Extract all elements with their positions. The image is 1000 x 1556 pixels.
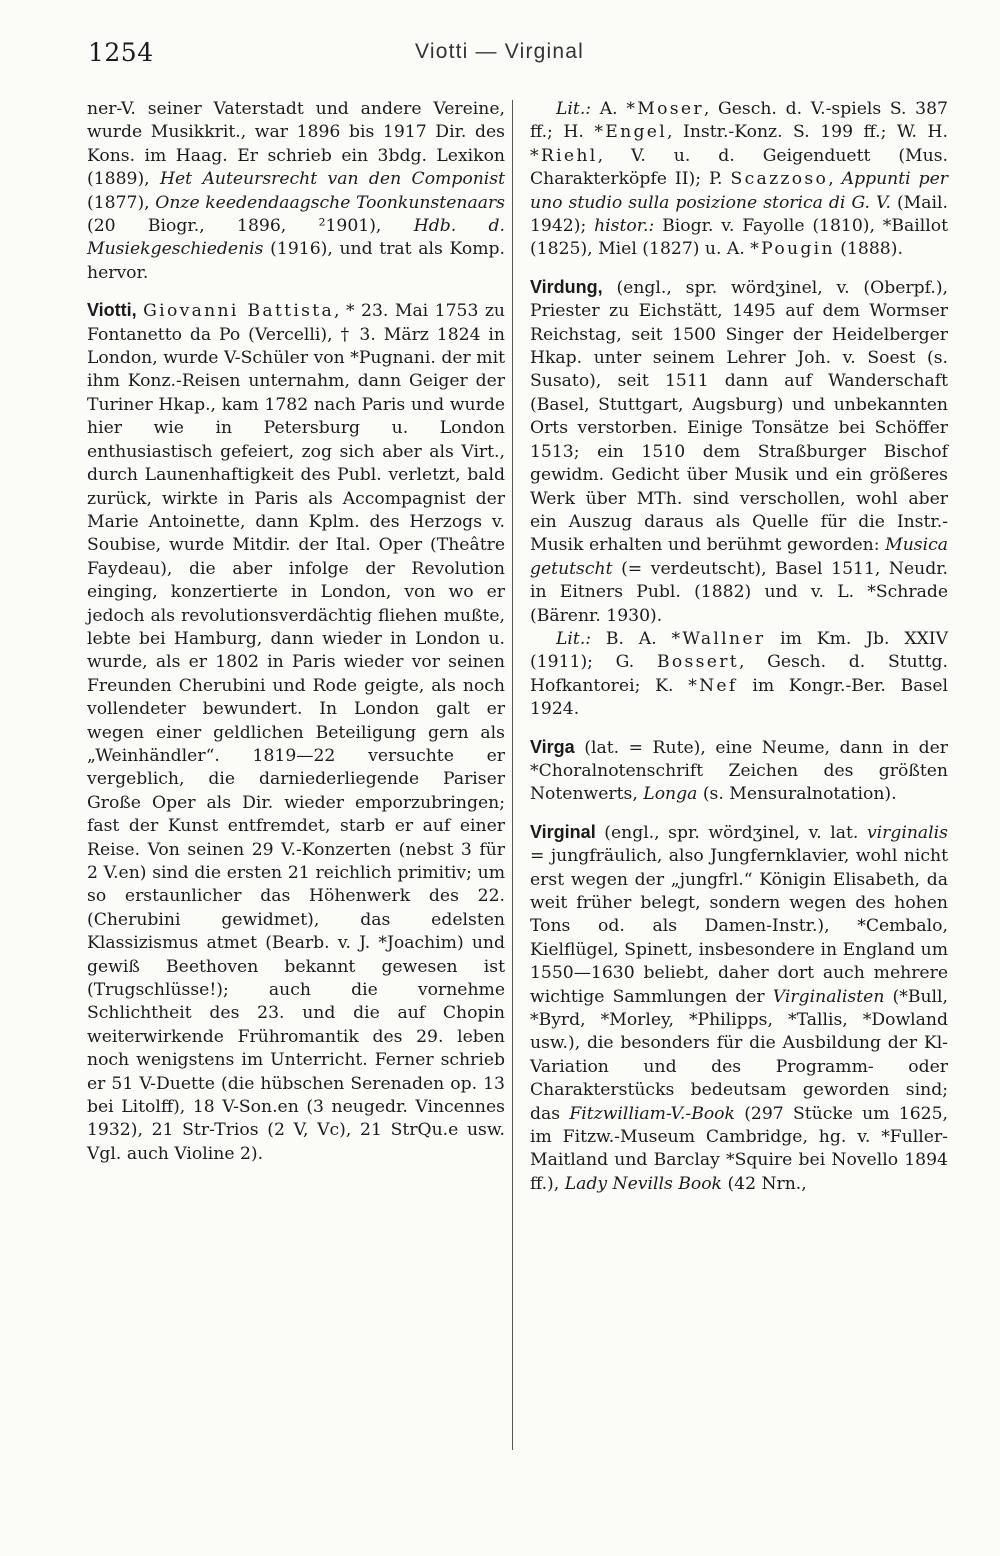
right-column: [530, 98, 948, 1196]
entry-virdung: Virdung, (engl., spr. wördʒinel, v. (Oberpf.), Priester zu Eichstätt, 1495 auf dem Wormser Reichstag, seit 1500 Singer der Heidelberger Hkap. unter seinem Lehrer Joh. v. Soest (s. Susato), seit 1511 dann auf Wanderschaft (Basel, Stuttgart, Augsburg) und unbekannten Orts verstorben. Einige Tonsätze bei Schöffer 1513; ein 1510 dem Straßburger Bischof gewidm. Gedicht über Musik und ein größeres Werk über MTh. sind verschollen, wohl aber ein Auszug daraus als Quelle für die Instr.-Musik erhalten und berühmt geworden: Musica getutscht (= verdeutscht), Basel 1511, Neudr. in Eitners Publ. (1882) und v. L. *Schrade (Bärenr. 1930).: [530, 276, 948, 626]
entry-person-name: Giovanni Battista: [143, 301, 335, 322]
left-column: [87, 98, 505, 1166]
column-divider: [512, 100, 513, 1450]
entry-headword: Viotti,: [87, 300, 137, 321]
entry-virga: Virga (lat. = Rute), eine Neume, dann in der *Choralnotenschrift Zeichen des größten Notenwerts, Longa (s. Mensuralnotation).: [530, 736, 948, 805]
entry-virginal: Virginal (engl., spr. wördʒinel, v. lat. virginalis = jungfräulich, also Jungfernklavier, wohl nicht erst wegen der „jungfrl.“ Königin Elisabeth, da weit früher belegt, sondern wegen des hohen Tons od. als Damen-Instr.), *Cembalo, Kielflügel, Spinett, insbesondere in England um 1550—1630 beliebt, daher dort auch mehrere wichtige Sammlungen der Virginalisten (*Bull, *Byrd, *Morley, *Philipps, *Tallis, *Dowland usw.), die besonders für die Ausbildung der Kl-Variation und des Programm- oder Charakterstücks bedeutsam geworden sind; das Fitzwilliam-V.-Book (297 Stücke um 1625, im Fitzw.-Museum Cambridge, hg. v. *Fuller-Maitland und Barclay *Squire bei Novello 1894 ff.), Lady Nevills Book (42 Nrn.,: [530, 821, 949, 1194]
entry-headword: Virginal: [530, 821, 596, 842]
literature-viotti: Lit.: A. *Moser, Gesch. d. V.-spiels S. 387 ff.; H. *Engel, Instr.-Konz. S. 199 ff.; W. H. *Riehl, V. u. d. Geigenduett (Mus. Charakterköpfe II); P. Scazzoso, Appunti per uno studio sulla posizione storica di G. V. (Mail. 1942); histor.: Biogr. v. Fayolle (1810), *Baillot (1825), Miel (1827) u. A. *Pougin (1888).: [530, 99, 949, 260]
running-head: Viotti — Virginal: [415, 40, 585, 63]
entry-headword: Virdung,: [530, 276, 603, 297]
page-number: 1254: [88, 38, 154, 67]
entry-viotti: Viotti, Giovanni Battista, * 23. Mai 1753 zu Fontanetto da Po (Vercelli), † 3. März 1824 in London, wurde V-Schüler von *Pugnani. der mit ihm Konz.-Reisen unternahm, dann Geiger der Turiner Hkap., kam 1782 nach Paris und wurde hier wie in Petersburg u. London enthusiastisch gefeiert, zog sich aber als Virt., durch Launenhaftigkeit des Publ. verletzt, bald zurück, wirkte in Paris als Accompagnist der Marie Antoinette, dann Kplm. des Herzogs v. Soubise, wurde Mitdir. der Ital. Oper (Theâtre Faydeau), die aber infolge der Revolution einging, konzertierte in London, von wo er jedoch als revolutionsverdächtig fliehen mußte, lebte bei Hamburg, dann wieder in London u. wurde, als er 1802 in Paris wieder vor seinen Freunden Cherubini und Rode geigte, als noch vollendeter bewundert. In London galt er wegen einer geldlichen Beteiligung gern als „Weinhändler“. 1819—22 versuchte er vergeblich, die darniederliegende Pariser Große Oper als Dir. wieder emporzubringen; fast der Kunst entfremdet, starb er auf einer Reise. Von seinen 29 V.-Konzerten (nebst 3 für 2 V.en) sind die ersten 21 reichlich primitiv; um so erstaunlicher das Höhenwerk des 22. (Cherubini gewidmet), das edelsten Klassizismus atmet (Bearb. v. J. *Joachim) und gewiß Beethoven bekannt gewesen ist (Trugschlüsse!); auch die vornehme Schlichtheit des 23. und die auf Chopin weiterwirkende Frühromantik des 29. leben noch wenigstens im Unterricht. Ferner schrieb er 51 V-Duette (die hübschen Serenaden op. 13 bei Litolff), 18 V-Son.en (3 neugedr. Vincennes 1932), 21 Str-Trios (2 V, Vc), 21 StrQu.e usw. Vgl. auch Violine 2).: [87, 300, 505, 1164]
literature-virdung: Lit.: B. A. *Wallner im Km. Jb. XXIV (1911); G. Bossert, Gesch. d. Stuttg. Hofkantorei; K. *Nef im Kongr.-Ber. Basel 1924.: [530, 628, 948, 720]
continuation-paragraph: ner-V. seiner Vaterstadt und andere Vereine, wurde Musikkrit., war 1896 bis 1917 Dir. des Kons. im Haag. Er schrieb ein 3bdg. Lexikon (1889), Het Auteursrecht van den Componist (1877), Onze keedendaagsche Toonkunstenaars (20 Biogr., 1896, ²1901), Hdb. d. Musiekgeschiedenis (1916), und trat als Komp. hervor.: [87, 99, 505, 283]
entry-headword: Virga: [530, 736, 575, 757]
